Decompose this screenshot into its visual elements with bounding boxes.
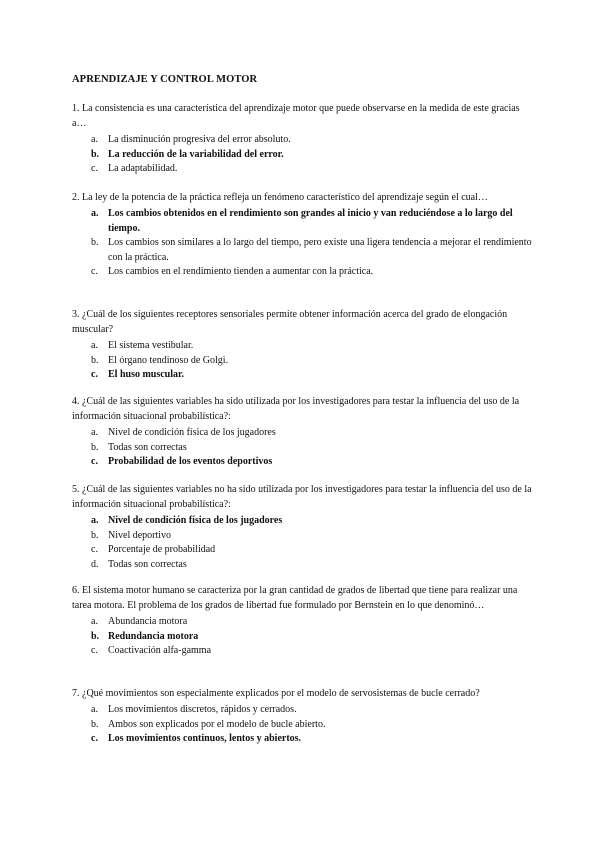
option-text: La reducción de la variabilidad del error. [108,148,284,160]
options-list [72,703,532,747]
option-text: Ambos son explicados por el modelo de bucle abierto. [108,718,326,730]
option-c [72,162,532,177]
option-letter: c. [91,544,98,556]
options-list [72,133,532,177]
option-b [72,354,532,369]
options-list [72,207,532,280]
option-c [72,644,532,659]
option-text: El sistema vestibular. [108,340,194,351]
option-letter: b. [91,630,100,642]
question-3 [72,307,532,383]
option-letter: c. [91,456,98,468]
option-text: Coactivación alfa-gamma [108,645,212,657]
option-letter: d. [91,558,99,570]
question-2 [72,190,532,280]
option-text: Redundancia motora [108,630,199,642]
question-text: 1. La consistencia es una característica del aprendizaje motor que puede observarse en la medida de este gracias a… [72,103,520,129]
option-letter: b. [91,529,99,541]
option-text: Abundancia motora [108,616,188,627]
option-c-correct [72,732,532,747]
options-list [72,339,532,383]
option-letter: b. [91,237,99,249]
option-letter: b. [91,354,99,366]
question-text: 2. La ley de la potencia de la práctica refleja un fenómeno característico del aprendizaje según el cual… [72,192,488,203]
question-7 [72,686,532,747]
option-letter: a. [91,134,98,145]
option-text: Porcentaje de probabilidad [108,544,216,556]
option-text: Los cambios en el rendimiento tienden a aumentar con la práctica. [108,266,374,278]
option-c-correct [72,368,532,383]
option-letter: a. [91,427,98,438]
option-letter: b. [91,148,100,160]
option-a-correct [72,514,532,529]
option-a [72,339,532,354]
option-text: Nivel deportivo [108,529,172,541]
option-text: Nivel de condición física de los jugadores [108,515,283,526]
option-text: Los cambios son similares a lo largo del tiempo, pero existe una ligera tendencia a mejorar el rendimiento con la práctica. [108,237,532,263]
option-a [72,703,532,718]
option-b [72,441,532,456]
option-text: Nivel de condición física de los jugadores [108,427,276,438]
option-text: El órgano tendinoso de Golgi. [108,354,229,366]
option-b [72,718,532,733]
option-a [72,615,532,630]
options-list [72,426,532,470]
option-text: Los cambios obtenidos en el rendimiento son grandes al inicio y van reduciéndose a lo largo del tiempo. [108,208,513,234]
option-a-correct [72,207,532,236]
option-text: La adaptabilidad. [108,163,178,175]
option-b [72,236,532,265]
option-a [72,133,532,148]
option-a [72,426,532,441]
question-4 [72,394,532,470]
question-text: 6. El sistema motor humano se caracteriza por la gran cantidad de grados de libertad que tiene para realizar una tarea motora. El problema de los grados de libertad fue formulado por Bernstein en lo que denominó… [72,585,518,611]
option-b-correct [72,630,532,645]
option-b-correct [72,148,532,163]
option-text: Todas son correctas [108,441,187,453]
question-6 [72,583,532,659]
question-text: 7. ¿Qué movimientos son especialmente explicados por el modelo de servosistemas de bucle cerrado? [72,688,480,699]
option-letter: b. [91,718,99,730]
option-d [72,558,532,573]
option-letter: c. [91,645,98,657]
options-list [72,615,532,659]
document-title: APRENDIZAJE Y CONTROL MOTOR [72,74,258,85]
option-letter: a. [91,340,98,351]
question-text: 5. ¿Cuál de las siguientes variables no ha sido utilizada por los investigadores para testar la influencia del uso de la información situacional probabilística?: [72,484,532,510]
option-letter: a. [91,515,99,526]
option-letter: c. [91,266,98,278]
question-text: 4. ¿Cuál de las siguientes variables ha sido utilizada por los investigadores para testar la influencia del uso de la información situacional probabilística?: [72,396,520,422]
option-text: Los movimientos discretos, rápidos y cerrados. [108,704,297,715]
option-letter: a. [91,704,98,715]
options-list [72,514,532,572]
option-c [72,265,532,280]
option-letter: b. [91,441,99,453]
option-text: Probabilidad de los eventos deportivos [108,456,273,468]
option-text: La disminución progresiva del error absoluto. [108,134,291,145]
option-c [72,543,532,558]
option-b [72,529,532,544]
option-letter: c. [91,369,98,381]
option-text: Los movimientos continuos, lentos y abiertos. [108,733,302,745]
question-text: 3. ¿Cuál de los siguientes receptores sensoriales permite obtener información acerca del grado de elongación muscular? [72,309,508,335]
option-c-correct [72,455,532,470]
option-text: Todas son correctas [108,558,187,570]
question-1 [72,101,532,177]
option-letter: a. [91,616,98,627]
option-text: El huso muscular. [108,369,185,381]
option-letter: c. [91,733,98,745]
option-letter: a. [91,208,99,219]
option-letter: c. [91,163,98,175]
question-5 [72,482,532,572]
